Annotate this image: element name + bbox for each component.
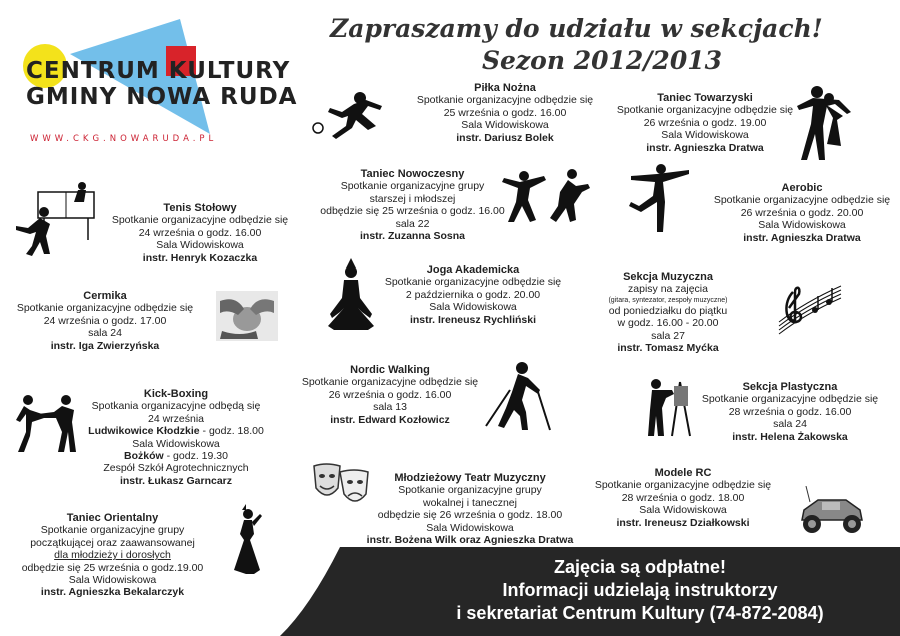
pottery-hands-icon	[216, 291, 278, 341]
section-title: Taniec Orientalny	[66, 512, 159, 524]
section-line: Zespół Szkół Agrotechnicznych	[103, 462, 249, 475]
section-plastyczna	[690, 381, 890, 443]
section-line: 28 września o godz. 18.00	[621, 491, 745, 504]
section-nordic-walking	[290, 364, 490, 426]
section-line: odbędzie się 26 września o godz. 18.00	[377, 509, 563, 522]
section-line	[76, 425, 276, 437]
location-time: - godz. 19.30	[163, 450, 228, 463]
section-line: 26 września o godz. 19.00	[643, 116, 767, 129]
section-instructor: instr. Edward Kozłowicz	[330, 413, 450, 426]
section-instructor: instr. Łukasz Garncarz	[119, 474, 233, 487]
section-title: Aerobic	[781, 182, 823, 194]
section-title: Cermika	[83, 290, 127, 302]
section-line: Spotkanie organizacyjne grupy	[398, 484, 542, 497]
section-line	[76, 450, 276, 462]
section-line: Sala Widowiskowa	[758, 219, 846, 232]
section-teatr-muzyczny	[355, 472, 585, 546]
section-muzyczna	[588, 271, 748, 354]
section-title: Taniec Nowoczesny	[360, 168, 465, 180]
section-line: dla młodzieży i dorosłych	[54, 549, 171, 562]
section-pilka-nozna	[380, 82, 630, 144]
season-label: Sezon 2012/2013	[482, 46, 723, 75]
section-instructor: instr. Agnieszka Dratwa	[646, 141, 764, 154]
section-instructor: instr. Dariusz Bolek	[456, 131, 554, 144]
section-line: Spotkanie organizacyjne odbędzie się	[616, 104, 794, 117]
section-instructor: instr. Bożena Wilk oraz Agnieszka Dratwa	[366, 534, 574, 547]
section-line: Sala Widowiskowa	[68, 574, 157, 587]
footer-info	[380, 556, 900, 625]
section-taniec-nowoczesny	[300, 168, 525, 242]
section-line: 26 września o godz. 16.00	[328, 388, 452, 401]
section-title: Tenis Stołowy	[163, 202, 237, 214]
section-tenis-stolowy	[100, 202, 300, 264]
section-line: sala 13	[373, 401, 407, 414]
section-line: Spotkanie organizacyjne odbędzie się	[384, 276, 562, 289]
aerobic-dancer-icon	[627, 162, 697, 234]
section-line: Sala Widowiskowa	[661, 129, 749, 142]
section-line: Spotkanie organizacyjne odbędzie się	[16, 302, 194, 315]
section-line: wokalnej i tanecznej	[423, 496, 517, 509]
yoga-figure-icon	[326, 258, 376, 332]
section-line: Spotkania organizacyjne odbędą się	[91, 400, 261, 413]
section-kick-boxing	[76, 388, 276, 487]
logo-line-2: GMINY NOWA RUDA	[26, 84, 298, 110]
logo-url[interactable]: WWW.CKG.NOWARUDA.PL	[30, 134, 218, 144]
section-modele-rc	[583, 467, 783, 529]
section-line: starszej i młodszej	[369, 192, 456, 205]
rc-car-icon	[798, 486, 866, 538]
section-instructor: instr. Tomasz Myćka	[617, 342, 719, 355]
location-name: Bożków	[124, 450, 164, 463]
section-line: Spotkanie organizacyjne odbędzie się	[111, 214, 289, 227]
section-title: Młodzieżowy Teatr Muzyczny	[394, 472, 546, 484]
section-line: Sala Widowiskowa	[132, 437, 220, 450]
section-title: Joga Akademicka	[426, 264, 520, 276]
nordic-walker-icon	[484, 360, 554, 432]
section-line: 26 września o godz. 20.00	[740, 206, 864, 219]
section-title: Sekcja Plastyczna	[742, 381, 838, 393]
section-line: odbędzie się 25 września o godz. 16.00	[320, 205, 505, 218]
section-line: Spotkanie organizacyjne odbędzie się	[301, 376, 479, 389]
kickboxers-icon	[14, 392, 82, 454]
section-line: 24 września	[147, 412, 205, 425]
section-instructor: instr. Ireneusz Rychliński	[409, 313, 537, 326]
section-line: zapisy na zajęcia	[628, 283, 708, 296]
ballroom-dancers-icon	[793, 84, 853, 162]
location-time: - godz. 18.00	[199, 425, 264, 438]
section-taniec-orientalny	[5, 512, 220, 599]
section-cermika	[5, 290, 205, 352]
section-instructor: instr. Agnieszka Bekalarczyk	[40, 586, 185, 599]
section-line: Spotkanie organizacyjne odbędzie się	[701, 393, 879, 406]
section-line: początkującej oraz zaawansowanej	[30, 536, 195, 549]
section-line: Spotkanie organizacyjne odbędzie się	[416, 94, 594, 107]
section-taniec-towarzyski	[600, 92, 810, 154]
section-instructor: instr. Ireneusz Działkowski	[616, 516, 750, 529]
table-tennis-icon	[14, 180, 98, 256]
section-line: 24 września o godz. 16.00	[138, 226, 262, 239]
section-instructor: instr. Helena Żakowska	[732, 430, 848, 443]
section-line: 25 września o godz. 16.00	[443, 106, 567, 119]
belly-dancer-icon	[232, 504, 266, 576]
theatre-masks-icon	[312, 462, 370, 506]
section-joga	[373, 264, 573, 326]
footer-line-1: Zajęcia są odpłatne!	[553, 557, 727, 577]
section-line: Sala Widowiskowa	[461, 119, 549, 132]
section-line: odbędzie się 25 września o godz.19.00	[21, 561, 204, 574]
section-line: Sala Widowiskowa	[156, 239, 244, 252]
music-notes-icon	[775, 282, 845, 346]
section-line: Spotkanie organizacyjne odbędzie się	[713, 194, 891, 207]
section-title: Kick-Boxing	[143, 388, 209, 400]
section-line: Sala Widowiskowa	[429, 301, 517, 314]
section-line: Sala Widowiskowa	[639, 504, 727, 517]
logo-line-1: CENTRUM KULTURY	[26, 58, 291, 84]
section-line: sala 24	[773, 418, 807, 431]
section-title: Nordic Walking	[350, 364, 430, 376]
section-line: od poniedziałku do piątku	[608, 304, 728, 317]
painter-easel-icon	[644, 376, 694, 438]
section-instructor: instr. Agnieszka Dratwa	[743, 231, 861, 244]
section-line: 28 września o godz. 16.00	[728, 405, 852, 418]
page-title: Zapraszamy do udziału w sekcjach!	[330, 14, 823, 43]
section-line: Sala Widowiskowa	[426, 521, 514, 534]
section-instructor: instr. Iga Zwierzyńska	[50, 339, 160, 352]
location-name: Ludwikowice Kłodzkie	[88, 425, 200, 438]
section-line: 24 września o godz. 17.00	[43, 314, 167, 327]
section-line: sala 24	[88, 327, 122, 340]
section-title: Sekcja Muzyczna	[623, 271, 713, 283]
section-line: Spotkanie organizacyjne odbędzie się	[594, 479, 772, 492]
section-title: Taniec Towarzyski	[657, 92, 753, 104]
section-title: Modele RC	[654, 467, 712, 479]
footer-line-3: i sekretariat Centrum Kultury (74-872-2084)	[456, 603, 824, 623]
section-note: (gitara, syntezator, zespoły muzyczne)	[608, 296, 728, 304]
section-line: sala 22	[395, 217, 430, 230]
section-aerobic	[700, 182, 900, 244]
footer-line-2: Informacji udzielają instruktorzy	[502, 580, 778, 600]
section-line: Spotkanie organizacyjne grupy	[340, 180, 485, 193]
section-line: w godz. 16.00 - 20.00	[617, 317, 719, 330]
section-instructor: instr. Henryk Kozaczka	[142, 251, 258, 264]
football-player-icon	[312, 90, 392, 140]
section-line: sala 27	[651, 329, 685, 342]
section-title: Piłka Nożna	[474, 82, 536, 94]
section-line: 2 października o godz. 20.00	[405, 288, 541, 301]
section-line: Spotkanie organizacyjne grupy	[40, 524, 185, 537]
section-instructor: instr. Zuzanna Sosna	[359, 230, 466, 243]
modern-dancers-icon	[502, 166, 592, 226]
